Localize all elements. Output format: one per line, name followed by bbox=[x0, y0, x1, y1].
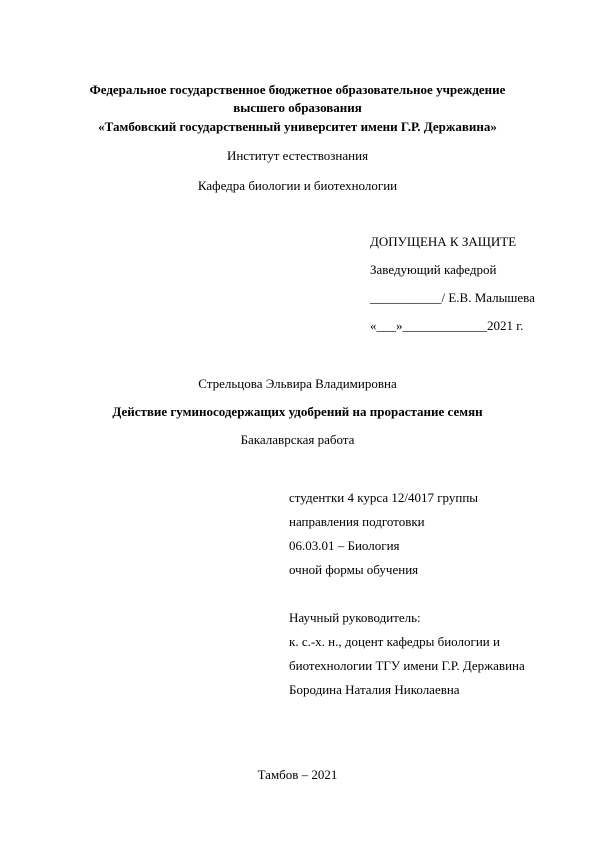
approval-signature: ___________/ Е.В. Малышева bbox=[370, 290, 535, 305]
author-name: Стрельцова Эльвира Владимировна bbox=[198, 376, 397, 391]
supervisor-name: Бородина Наталия Николаевна bbox=[289, 682, 460, 697]
education-level-line: высшего образования bbox=[233, 100, 362, 115]
student-course-group: студентки 4 курса 12/4017 группы bbox=[289, 490, 479, 505]
student-direction-code: 06.03.01 – Биология bbox=[289, 538, 400, 553]
institute-name: Институт естествознания bbox=[226, 148, 369, 163]
student-study-form: очной формы обучения bbox=[289, 562, 419, 577]
student-direction-label: направления подготовки bbox=[289, 514, 425, 529]
work-title: Действие гуминосодержащих удобрений на прорастание семян bbox=[112, 404, 483, 419]
supervisor-degree-line: к. с.-х. н., доцент кафедры биологии и bbox=[289, 634, 500, 649]
university-name-line: «Тамбовский государственный университет имени Г.Р. Державина» bbox=[98, 119, 497, 134]
approval-title: ДОПУЩЕНА К ЗАЩИТЕ bbox=[370, 234, 517, 249]
department-name: Кафедра биологии и биотехнологии bbox=[197, 178, 398, 193]
city-year: Тамбов – 2021 bbox=[257, 767, 338, 782]
approval-date: «___»_____________2021 г. bbox=[370, 318, 524, 333]
institution-type-line: Федеральное государственное бюджетное образовательное учреждение bbox=[89, 82, 506, 97]
work-type: Бакалаврская работа bbox=[240, 432, 355, 447]
supervisor-affiliation-line: биотехнологии ТГУ имени Г.Р. Державина bbox=[289, 658, 525, 673]
supervisor-label: Научный руководитель: bbox=[289, 610, 421, 625]
approval-role: Заведующий кафедрой bbox=[370, 262, 497, 277]
